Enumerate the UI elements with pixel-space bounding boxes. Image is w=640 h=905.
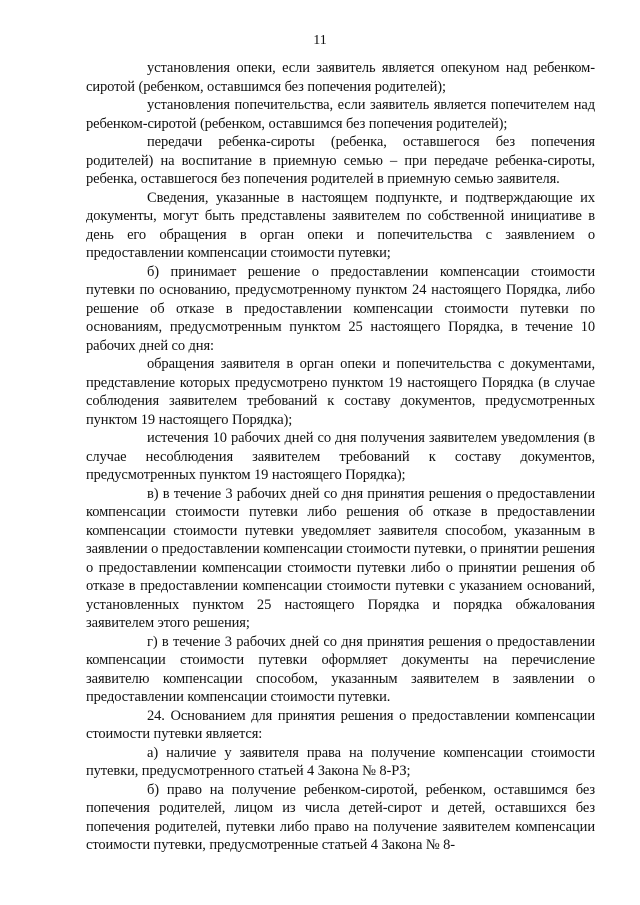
paragraph: б) право на получение ребенком-сиротой, ребенком, оставшимся без попечения родителей, лицом из числа детей-сирот и детей, оставшихся без попечения родителей, путевки либо право на получение заявителем компенсации стоимости путевки, предусмотренные статьей 4 Закона № 8- [86, 781, 595, 853]
paragraph: передачи ребенка-сироты (ребенка, оставшегося без попечения родителей) на воспитание в приемную семью – при передаче ребенка-сироты, ребенка, оставшегося без попечения родителей в приемную семью заявителя. [86, 134, 595, 187]
paragraph: истечения 10 рабочих дней со дня получения заявителем уведомления (в случае несоблюдения заявителем требований к составу документов, предусмотренных пунктом 19 настоящего Порядка); [86, 430, 595, 483]
paragraph: а) наличие у заявителя права на получение компенсации стоимости путевки, предусмотренного статьей 4 Закона № 8-РЗ; [86, 744, 595, 779]
paragraph: обращения заявителя в орган опеки и попечительства с документами, представление которых предусмотрено пунктом 19 настоящего Порядка (в случае соблюдения заявителем требований к составу документов, предусмотренных пунктом 19 настоящего Порядка); [86, 356, 595, 428]
paragraph: б) принимает решение о предоставлении компенсации стоимости путевки по основанию, предусмотренному пунктом 24 настоящего Порядка, либо решение об отказе в предоставлении компенсации стоимости путевки по основаниям, предусмотренным пунктом 25 настоящего Порядка, в течение 10 рабочих дней со дня: [86, 263, 595, 354]
paragraph: 24. Основанием для принятия решения о предоставлении компенсации стоимости путевки является: [86, 707, 595, 742]
paragraph: Сведения, указанные в настоящем подпункте, и подтверждающие их документы, могут быть представлены заявителем по собственной инициативе в день его обращения в орган опеки и попечительства с заявлением о предоставлении компенсации стоимости путевки; [86, 189, 595, 261]
document-body [86, 59, 595, 855]
paragraph: в) в течение 3 рабочих дней со дня принятия решения о предоставлении компенсации стоимости путевки либо решения об отказе в предоставлении компенсации стоимости путевки уведомляет заявителя способом, указанным в заявлении о предоставлении компенсации стоимости путевки, о принятии решения о предоставлении компенсации стоимости путевки либо о принятии решения об отказе в предоставлении компенсации стоимости путевки с указанием оснований, установленных пунктом 25 настоящего Порядка и порядка обжалования заявителем этого решения; [86, 485, 595, 631]
paragraph: установления попечительства, если заявитель является попечителем над ребенком-сиротой (ребенком, оставшимся без попечения родителей); [86, 97, 595, 132]
paragraph: г) в течение 3 рабочих дней со дня принятия решения о предоставлении компенсации стоимости путевки оформляет документы на перечисление заявителю компенсации способом, указанным заявителем в заявлении о предоставлении компенсации стоимости путевки. [86, 633, 595, 705]
page-number: 11 [313, 33, 327, 48]
paragraph: установления опеки, если заявитель является опекуном над ребенком- сиротой (ребенком, оставшимся без попечения родителей); [86, 60, 595, 95]
